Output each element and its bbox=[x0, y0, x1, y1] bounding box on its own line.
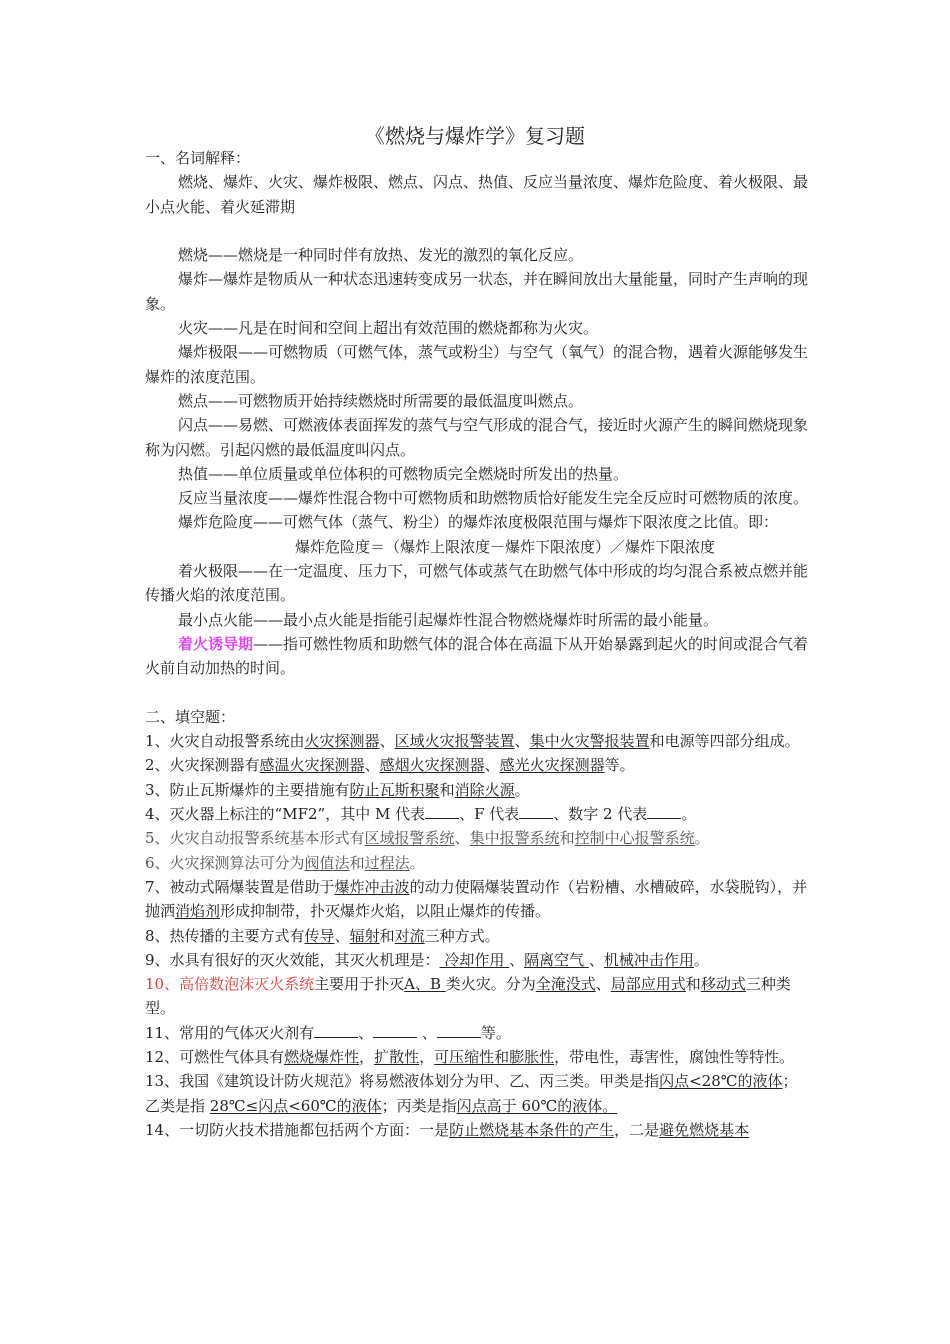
q-text: 。 bbox=[409, 853, 425, 872]
q-text: 三种方式。 bbox=[424, 926, 500, 945]
question-11 bbox=[145, 1021, 810, 1045]
answer: 移动式 bbox=[700, 975, 746, 994]
spacer bbox=[145, 681, 810, 705]
q-text: 11、常用的气体灭火剂有 bbox=[145, 1023, 315, 1042]
q-text: 、 bbox=[595, 975, 611, 994]
question-10 bbox=[145, 972, 810, 1021]
q-text: 、F 代表 bbox=[459, 805, 520, 824]
q-text: 、数字 2 代表 bbox=[553, 805, 648, 824]
q-text: 、 bbox=[484, 756, 500, 775]
q-text: 、 bbox=[334, 926, 350, 945]
q-text: ， bbox=[419, 1047, 435, 1066]
answer: 过程法 bbox=[364, 853, 410, 872]
answer: A、B bbox=[404, 975, 446, 994]
q-text: 7、被动式隔爆装置是借助于 bbox=[145, 877, 335, 896]
q-text: 3、防止瓦斯爆炸的主要措施有 bbox=[145, 780, 350, 799]
question-3 bbox=[145, 778, 810, 802]
q-text: 、 bbox=[379, 732, 395, 751]
answer: 爆炸冲击波 bbox=[334, 877, 410, 896]
answer: 感温火灾探测器 bbox=[259, 756, 365, 775]
q-text: 的动力使隔爆装置动作（岩粉槽、水槽破碎，水袋脱钩），并抛洒 bbox=[145, 877, 808, 921]
blank-line bbox=[437, 1023, 481, 1038]
q-text: 。 bbox=[681, 805, 697, 824]
blank-line bbox=[647, 804, 681, 819]
q-text: 等。 bbox=[480, 1023, 511, 1042]
answer: 区域火灾报警装置 bbox=[394, 732, 515, 751]
answer: 闪点<28℃的液体 bbox=[659, 1072, 783, 1091]
question-5 bbox=[145, 826, 810, 850]
document-body bbox=[145, 146, 810, 1142]
q-text: 9、水具有很好的灭火效能，其灭火机理是： bbox=[145, 950, 440, 969]
answer: 辐射 bbox=[349, 926, 380, 945]
answer: 感光火灾探测器 bbox=[499, 756, 605, 775]
q-text: 、 bbox=[364, 756, 380, 775]
q-text: 形成抑制带，扑灭爆炸火焰，以阻止爆炸的传播。 bbox=[220, 902, 551, 921]
q-text: 三种类型。 bbox=[145, 975, 791, 1018]
answer: 28℃≤闪点<60℃的液体 bbox=[209, 1096, 382, 1115]
answer: 全淹没式 bbox=[535, 975, 596, 994]
q-text: ， bbox=[359, 1047, 375, 1066]
q-text: 13、我国《建筑设计防火规范》将易燃液体划分为甲、乙、丙三类。甲类是指 bbox=[145, 1072, 660, 1091]
definition: 爆炸极限——可燃物质（可燃气体，蒸气或粉尘）与空气（氧气）的混合物，遇着火源能够发生爆炸的浓度范围。 bbox=[145, 343, 809, 386]
document-title: 《燃烧与爆炸学》复习题 bbox=[365, 124, 585, 148]
blank-line bbox=[519, 804, 553, 819]
answer: 冷却作用 bbox=[439, 950, 510, 969]
q-text: 、 bbox=[417, 1023, 437, 1042]
blank-line bbox=[425, 804, 459, 819]
answer: 燃烧爆炸性 bbox=[284, 1047, 360, 1066]
q-text: 、 bbox=[454, 829, 470, 848]
q-text: ；乙类是指 bbox=[145, 1072, 798, 1115]
q-text: 、 bbox=[509, 950, 525, 969]
blank-line bbox=[314, 1023, 358, 1038]
definition: 燃烧——燃烧是一种同时伴有放热、发光的激烈的氧化反应。 bbox=[178, 246, 584, 265]
definition: 爆炸—爆炸是物质从一种状态迅速转变成另一状态，并在瞬间放出大量能量，同时产生声响的现象。 bbox=[145, 270, 809, 313]
spacer bbox=[145, 219, 810, 243]
definition: 爆炸危险度——可燃气体（蒸气、粉尘）的爆炸浓度极限范围与爆炸下限浓度之比值。即： bbox=[178, 513, 779, 532]
answer: 隔离空气 bbox=[524, 950, 589, 969]
answer: 闪点高于 60℃的液体。 bbox=[456, 1096, 618, 1115]
q-text: 类火灾。分为 bbox=[445, 975, 536, 994]
q-text: 。 bbox=[694, 829, 710, 848]
q-text-red: 10、高倍数泡沫灭火系统 bbox=[145, 975, 315, 994]
answer: 区域报警系统 bbox=[364, 829, 455, 848]
section-2-heading: 二、填空题： bbox=[145, 707, 236, 726]
answer: 防止瓦斯积聚 bbox=[349, 780, 440, 799]
answer: 避免燃烧基本 bbox=[659, 1120, 750, 1139]
q-text: 和 bbox=[349, 853, 365, 872]
answer: 对流 bbox=[394, 926, 425, 945]
question-14 bbox=[145, 1118, 810, 1142]
q-text: ，二是 bbox=[614, 1120, 660, 1139]
q-text: 5、火灾自动报警系统基本形式有 bbox=[145, 829, 365, 848]
q-text: 、 bbox=[358, 1023, 374, 1042]
q-text: 主要用于扑灭 bbox=[314, 975, 405, 994]
q-text: 和 bbox=[379, 926, 395, 945]
question-2 bbox=[145, 753, 810, 777]
q-text: 和 bbox=[685, 975, 701, 994]
q-text: 4、灭火器上标注的“MF2”，其中 M 代表 bbox=[145, 805, 426, 824]
q-text: ，带电性，毒害性，腐蚀性等特性。 bbox=[554, 1047, 795, 1066]
question-12 bbox=[145, 1045, 810, 1069]
question-13 bbox=[145, 1069, 810, 1118]
definition: 火灾——凡是在时间和空间上超出有效范围的燃烧都称为火灾。 bbox=[178, 319, 599, 338]
answer: 局部应用式 bbox=[610, 975, 686, 994]
question-6 bbox=[145, 851, 810, 875]
q-text: 。 bbox=[514, 780, 530, 799]
section-1-heading: 一、名词解释： bbox=[145, 149, 251, 167]
answer: 消焰剂 bbox=[175, 902, 221, 921]
q-text: 2、火灾探测器有 bbox=[145, 756, 260, 775]
question-7 bbox=[145, 875, 810, 924]
q-text: 、 bbox=[588, 950, 604, 969]
q-text: 等。 bbox=[604, 756, 635, 775]
q-text: 和电源等四部分组成。 bbox=[649, 732, 800, 751]
answer: 火灾探测器 bbox=[304, 732, 380, 751]
q-text: 。 bbox=[693, 950, 709, 969]
definition: 闪点——易燃、可燃液体表面挥发的蒸气与空气形成的混合气，接近时火源产生的瞬间燃烧现象称为闪燃。引起闪燃的最低温度叫闪点。 bbox=[145, 416, 809, 459]
answer: 扩散性 bbox=[374, 1047, 420, 1066]
formula: 爆炸危险度＝（爆炸上限浓度－爆炸下限浓度）／爆炸下限浓度 bbox=[295, 537, 716, 556]
q-text: ；丙类是指 bbox=[381, 1096, 457, 1115]
question-1 bbox=[145, 729, 810, 753]
q-text: 、 bbox=[514, 732, 530, 751]
q-text: 和 bbox=[439, 780, 455, 799]
definition: 燃点——可燃物质开始持续燃烧时所需要的最低温度叫燃点。 bbox=[178, 391, 584, 410]
definition-text: ——指可燃性物质和助燃气体的混合体在高温下从开始暴露到起火的时间或混合气着火前自动加热的时间。 bbox=[145, 634, 809, 678]
terms-list: 燃烧、爆炸、火灾、爆炸极限、燃点、闪点、热值、反应当量浓度、爆炸危险度、着火极限、最小点火能、着火延滞期 bbox=[145, 173, 809, 216]
blank-line bbox=[373, 1023, 417, 1038]
answer: 防止燃烧基本条件的产生 bbox=[449, 1120, 615, 1139]
q-text: 14、一切防火技术措施都包括两个方面：一是 bbox=[145, 1120, 450, 1139]
question-8 bbox=[145, 924, 810, 948]
definition: 反应当量浓度——爆炸性混合物中可燃物质和助燃物质恰好能发生完全反应时可燃物质的浓度。 bbox=[178, 489, 809, 508]
answer: 传导 bbox=[304, 926, 335, 945]
answer: 机械冲击作用 bbox=[603, 950, 694, 969]
answer: 控制中心报警系统 bbox=[574, 829, 695, 848]
answer: 可压缩性和膨胀性 bbox=[434, 1047, 555, 1066]
definition: 最小点火能——最小点火能是指能引起爆炸性混合物燃烧爆炸时所需的最小能量。 bbox=[178, 610, 719, 629]
answer: 感烟火灾探测器 bbox=[379, 756, 485, 775]
q-text: 和 bbox=[559, 829, 575, 848]
definition: 热值——单位质量或单位体积的可燃物质完全燃烧时所发出的热量。 bbox=[178, 464, 629, 483]
q-text: 12、可燃性气体具有 bbox=[145, 1047, 285, 1066]
highlighted-term: 着火诱导期 bbox=[178, 634, 254, 653]
answer: 消除火源 bbox=[454, 780, 515, 799]
q-text: 8、热传播的主要方式有 bbox=[145, 926, 305, 945]
answer: 阀值法 bbox=[304, 853, 350, 872]
answer: 集中火灾警报装置 bbox=[529, 732, 650, 751]
question-9 bbox=[145, 948, 810, 972]
definition-highlighted bbox=[145, 632, 810, 681]
q-text: 6、火灾探测算法可分为 bbox=[145, 853, 305, 872]
question-4 bbox=[145, 802, 810, 826]
answer: 集中报警系统 bbox=[469, 829, 560, 848]
q-text: 1、火灾自动报警系统由 bbox=[145, 732, 305, 751]
definition: 着火极限——在一定温度、压力下，可燃气体或蒸气在助燃气体中形成的均匀混合系被点燃并能传播火焰的浓度范围。 bbox=[145, 562, 809, 605]
